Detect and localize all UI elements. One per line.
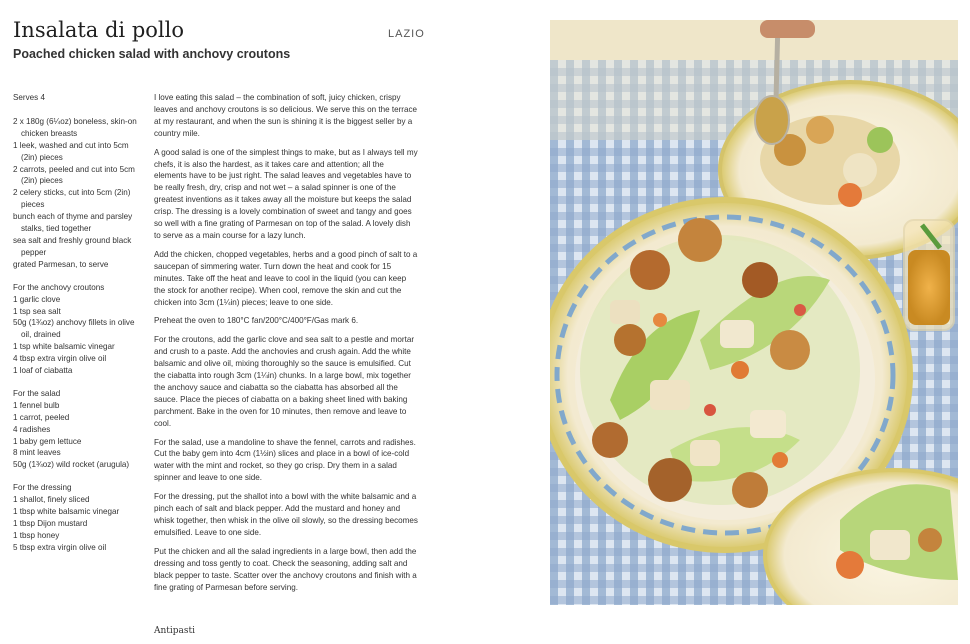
ingredient-item: 2 x 180g (6¼oz) boneless, skin-on chicken breasts [13, 116, 137, 138]
ingredient-item: 1 tsp white balsamic vinegar [13, 342, 115, 352]
method-step: For the salad, use a mandoline to shave the fennel, carrots and radishes. Cut the baby gem into 4cm (1½in) slices and place in a bowl of ice-cold water with the mint and rocket, so they go crisp. Dry them in a salad spinner and leave to one side. [154, 437, 416, 483]
ingredient-item: 1 baby gem lettuce [13, 436, 82, 446]
ingredient-group-heading: For the dressing [13, 483, 72, 493]
ingredient-group-heading: For the salad [13, 388, 61, 398]
ingredient-item: 1 tsp sea salt [13, 306, 61, 316]
ingredient-item: 2 carrots, peeled and cut into 5cm (2in) pieces [13, 164, 135, 186]
ingredient-item: 1 tbsp honey [13, 530, 60, 540]
ingredient-item: 50g (1¾oz) wild rocket (arugula) [13, 460, 130, 470]
intro-paragraph: A good salad is one of the simplest things to make, but as I always tell my chefs, it is also the hardest, as it takes care and attention; all the elements have to be just right. The salad leaves and vegetables have to be really fresh, dry, crisp and not wet – a salad spinner is one of the greatest inventions as it takes away all the moisture but keeps the salad crisp. The dressing is a lovely combination of sweet and tangy and goes so well with a fine grating of Parmesan on top of the salad. A lovely dish to serve as a main course for a lazy lunch. [154, 147, 418, 240]
ingredients-salad [13, 388, 145, 471]
ingredient-item: 1 leek, washed and cut into 5cm (2in) pieces [13, 140, 129, 162]
method-step: Add the chicken, chopped vegetables, herbs and a good pinch of salt to a saucepan of simmering water. Turn down the heat and cook for 15 minutes. Take off the heat and leave to cool in the liquid (you can keep the stock for another recipe). When cool, remove the skin and cut the chicken into 3cm (1¼in) pieces; leave to one side. [154, 249, 418, 307]
ingredient-item: 1 tbsp Dijon mustard [13, 519, 88, 528]
method-step: Put the chicken and all the salad ingredients in a large bowl, then add the dressing and toss gently to coat. Check the seasoning, adding salt and black pepper to taste. Scatter over the anchovy croutons and finish with a fine grating of Parmesan before serving. [154, 546, 417, 592]
ingredient-item: sea salt and freshly ground black pepper [13, 235, 132, 257]
section-footer-label: Antipasti [154, 626, 196, 636]
method-text [154, 92, 418, 600]
method-step: For the dressing, put the shallot into a bowl with the white balsamic and a pinch each of salt and black pepper. Add the mustard and honey and whisk together, then whisk in the olive oil slowly, so the dressing becomes emulsified. Leave to one side. [154, 492, 418, 537]
ingredient-item: bunch each of thyme and parsley stalks, tied together [13, 212, 133, 234]
ingredients-croutons [13, 282, 145, 377]
ingredients-list [13, 92, 145, 565]
ingredient-item: 1 loaf of ciabatta [13, 366, 73, 376]
ingredients-main [13, 116, 145, 271]
ingredient-item: 5 tbsp extra virgin olive oil [13, 542, 107, 552]
ingredient-item: 50g (1¾oz) anchovy fillets in olive oil, drained [13, 318, 135, 340]
ingredient-item: 8 mint leaves [13, 448, 61, 458]
ingredient-item: grated Parmesan, to serve [13, 259, 109, 269]
ingredient-item: 1 shallot, finely sliced [13, 495, 90, 505]
method-step: Preheat the oven to 180°C fan/200°C/400°F/Gas mark 6. [154, 316, 359, 326]
recipe-subtitle: Poached chicken salad with anchovy croutons [13, 47, 291, 61]
ingredient-item: 1 tbsp white balsamic vinegar [13, 507, 120, 517]
serves-text: Serves 4 [13, 93, 45, 102]
ingredients-dressing [13, 482, 145, 553]
ingredient-item: 1 fennel bulb [13, 400, 60, 410]
ingredient-item: 4 radishes [13, 424, 51, 434]
region-label: LAZIO [388, 28, 425, 40]
ingredient-item: 2 celery sticks, cut into 5cm (2in) pieces [13, 188, 131, 210]
ingredient-item: 4 tbsp extra virgin olive oil [13, 354, 107, 364]
dressing-glass [904, 220, 954, 330]
intro-paragraph: I love eating this salad – the combination of soft, juicy chicken, crispy leaves and anchovy croutons is so delicious. We serve this on the terrace at my restaurant, and when the sun is shining it is the biggest seller by a country mile. [154, 93, 418, 138]
ingredient-item: 1 carrot, peeled [13, 412, 70, 422]
method-step: For the croutons, add the garlic clove and sea salt to a pestle and mortar and crush to a paste. Add the anchovies and crush again. Add the white balsamic and olive oil, mixing thoroughly so the sauce is emulsified. Cut the ciabatta into rough 3cm (1¼in) chunks. In a large bowl, mix together the anchovy sauce and ciabatta so the ciabatta has absorbed all the sauce. Place the pieces of ciabatta on a baking sheet lined with baking parchment. Bake in the oven for 10 minutes, then remove and leave to cool. [154, 335, 415, 428]
salad-photo [550, 20, 958, 605]
salad-photo-illustration [550, 20, 958, 605]
recipe-title: Insalata di pollo [13, 18, 184, 42]
ingredient-group-heading: For the anchovy croutons [13, 282, 105, 292]
ingredient-item: 1 garlic clove [13, 294, 61, 304]
